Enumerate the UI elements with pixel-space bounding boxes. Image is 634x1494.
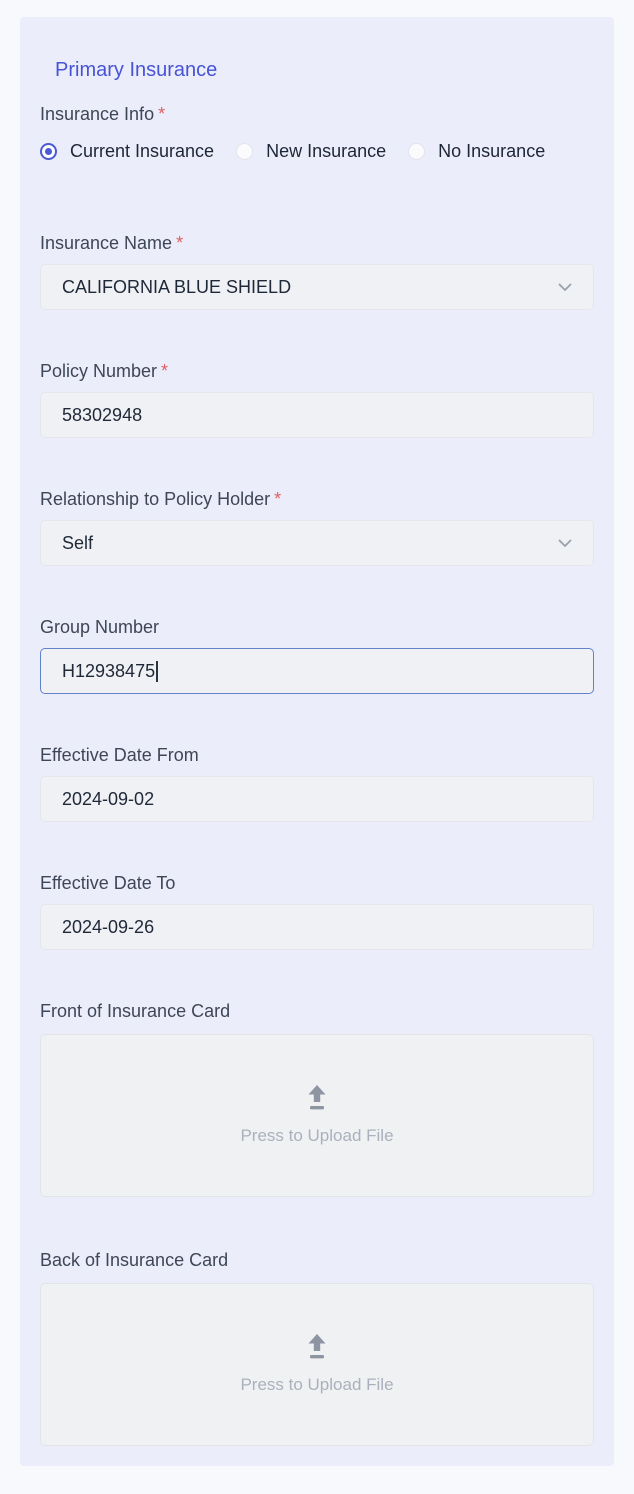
effective-date-from-label: Effective Date From — [40, 745, 199, 765]
required-marker: * — [274, 489, 282, 509]
policy-number-input[interactable] — [40, 392, 594, 438]
radio-icon — [236, 143, 253, 160]
radio-option-no-insurance[interactable] — [408, 141, 545, 162]
required-marker: * — [161, 361, 169, 381]
effective-date-from-field-block — [40, 744, 594, 822]
effective-date-to-value: 2024-09-26 — [62, 916, 155, 937]
back-insurance-card-label: Back of Insurance Card — [40, 1250, 229, 1270]
text-cursor — [156, 661, 158, 682]
effective-date-to-input[interactable] — [40, 904, 594, 950]
required-marker: * — [158, 104, 166, 124]
effective-date-to-field-block — [40, 872, 594, 950]
chevron-down-icon — [558, 539, 572, 548]
primary-insurance-card — [20, 17, 614, 1466]
group-number-label: Group Number — [40, 617, 160, 637]
required-marker: * — [176, 233, 184, 253]
relationship-select[interactable] — [40, 520, 594, 566]
insurance-name-value: CALIFORNIA BLUE SHIELD — [62, 276, 292, 297]
relationship-field-block — [40, 488, 594, 566]
group-number-value: H12938475 — [62, 660, 156, 681]
radio-option-new-insurance[interactable] — [236, 141, 386, 162]
insurance-info-group — [40, 103, 594, 162]
radio-icon — [40, 143, 57, 160]
radio-option-label: No Insurance — [438, 141, 546, 161]
effective-date-from-input[interactable] — [40, 776, 594, 822]
radio-option-label: Current Insurance — [70, 141, 215, 161]
relationship-label: Relationship to Policy Holder * — [40, 489, 282, 509]
upload-icon — [303, 1334, 331, 1365]
group-number-input[interactable] — [40, 648, 594, 694]
front-insurance-card-label: Front of Insurance Card — [40, 1001, 231, 1021]
upload-icon — [303, 1085, 331, 1116]
group-number-field-block — [40, 616, 594, 694]
effective-date-to-label: Effective Date To — [40, 873, 176, 893]
insurance-name-label: Insurance Name * — [40, 233, 184, 253]
front-insurance-card-block — [40, 1000, 594, 1197]
insurance-info-options — [40, 141, 594, 162]
radio-option-current-insurance[interactable] — [40, 141, 214, 162]
section-title: Primary Insurance — [55, 59, 218, 81]
chevron-down-icon — [558, 283, 572, 292]
insurance-name-field-block — [40, 232, 594, 310]
radio-icon — [408, 143, 425, 160]
front-insurance-card-upload[interactable] — [40, 1034, 594, 1197]
back-insurance-card-upload[interactable] — [40, 1283, 594, 1446]
policy-number-value: 58302948 — [62, 404, 143, 425]
back-insurance-card-block — [40, 1249, 594, 1446]
policy-number-label: Policy Number * — [40, 361, 169, 381]
insurance-info-label: Insurance Info * — [40, 104, 166, 124]
upload-action-text: Press to Upload File — [240, 1375, 394, 1394]
relationship-value: Self — [62, 532, 94, 553]
radio-option-label: New Insurance — [266, 141, 387, 161]
policy-number-field-block — [40, 360, 594, 438]
effective-date-from-value: 2024-09-02 — [62, 788, 155, 809]
insurance-name-select[interactable] — [40, 264, 594, 310]
upload-action-text: Press to Upload File — [240, 1126, 394, 1145]
